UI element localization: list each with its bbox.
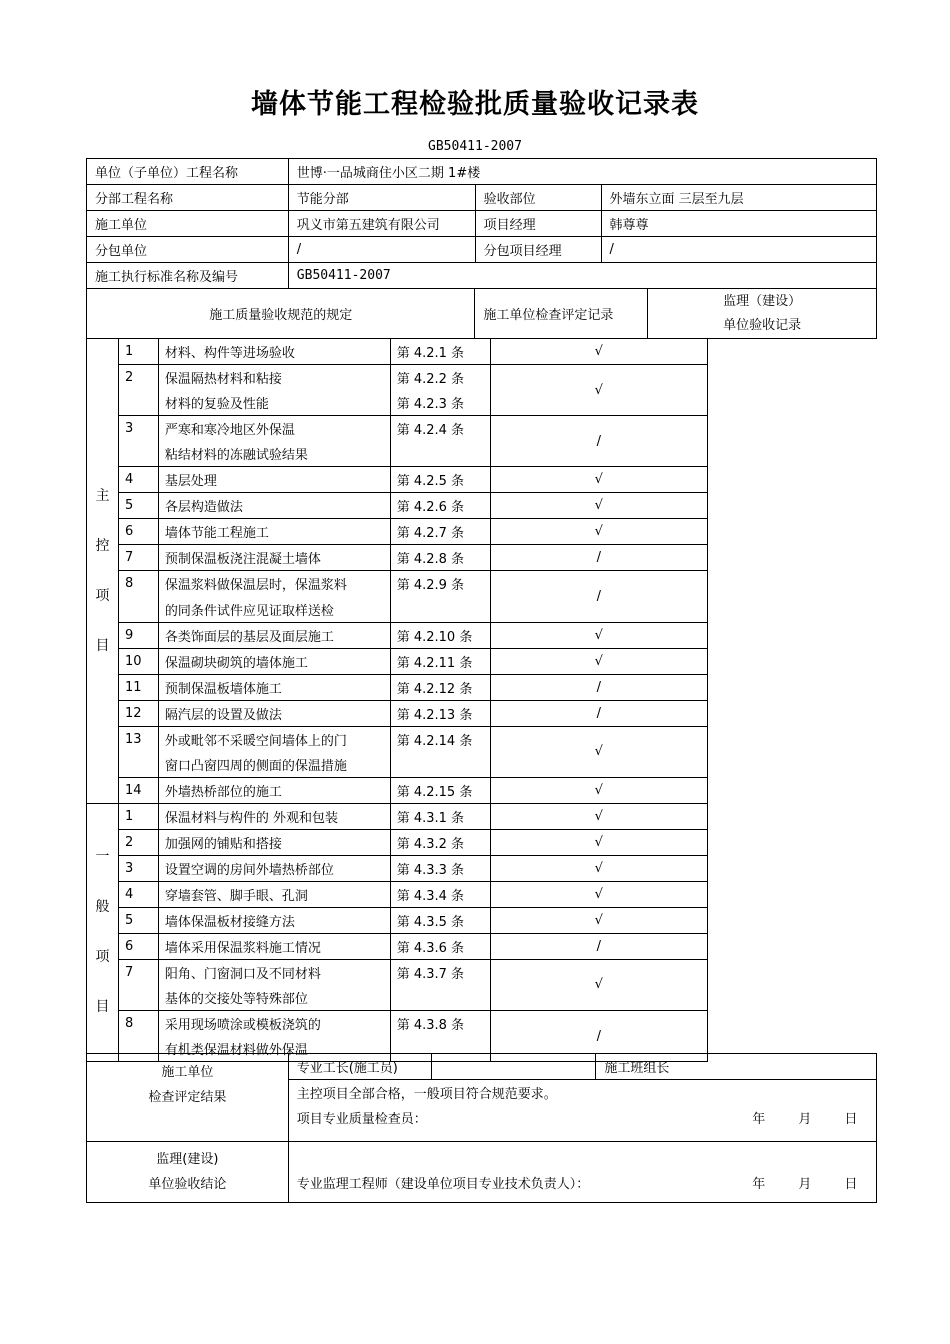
check-result: / (490, 674, 707, 700)
month-label: 月 (798, 1111, 812, 1127)
general-section-label (87, 803, 119, 1061)
table-row (87, 803, 708, 829)
table-row (87, 777, 708, 803)
item-number: 4 (118, 467, 158, 493)
table-row (87, 1142, 877, 1203)
item-number: 5 (118, 493, 158, 519)
item-number: 4 (118, 881, 158, 907)
team-leader-label: 施工班组长 (596, 1054, 877, 1080)
unit-label: 单位（子单位）工程名称 (87, 159, 289, 185)
clause-reference (390, 985, 490, 1011)
clause-reference (390, 752, 490, 778)
item-description: 隔汽层的设置及做法 (158, 700, 390, 726)
item-description: 有机类保温材料做外保温 (158, 1036, 390, 1062)
clause-reference: 第 4.3.1 条 (390, 803, 490, 829)
clause-reference (390, 596, 490, 622)
section-char: 项 (95, 949, 110, 966)
item-description: 外墙热桥部位的施工 (158, 777, 390, 803)
clause-reference: 第 4.3.6 条 (390, 933, 490, 959)
clause-reference: 第 4.3.7 条 (390, 959, 490, 985)
item-number: 8 (118, 571, 158, 622)
sub-pm-label: 分包项目经理 (475, 237, 601, 263)
check-result: √ (490, 855, 707, 881)
table-row (87, 700, 708, 726)
item-description: 材料、构件等进场验收 (158, 339, 390, 365)
contractor-result-line1: 施工单位 (161, 1065, 214, 1080)
check-result: √ (490, 881, 707, 907)
table-row (87, 263, 877, 289)
table-row (87, 545, 708, 571)
contractor-result-cell (87, 1054, 289, 1142)
conclusion-text: 主控项目全部合格，一般项目符合规范要求。 (288, 1080, 876, 1106)
clause-reference: 第 4.2.4 条 (390, 416, 490, 442)
table-row (87, 855, 708, 881)
check-result: √ (490, 519, 707, 545)
item-number: 14 (118, 777, 158, 803)
table-row (87, 726, 708, 752)
standard-code: GB50411-2007 (428, 139, 522, 154)
day-label: 日 (844, 1177, 858, 1192)
item-number: 3 (118, 416, 158, 467)
section-char: 项 (95, 587, 110, 604)
section-char: 目 (95, 999, 110, 1016)
check-result: √ (490, 339, 707, 365)
table-row (87, 881, 708, 907)
table-row (87, 1010, 708, 1036)
table-row (87, 907, 708, 933)
table-row (87, 211, 877, 237)
inspector-date (738, 1108, 872, 1127)
check-result: √ (490, 959, 707, 1010)
item-description: 穿墙套管、脚手眼、孔洞 (158, 881, 390, 907)
item-number: 7 (118, 959, 158, 1010)
table-row (87, 416, 708, 442)
clause-reference: 第 4.3.4 条 (390, 881, 490, 907)
column-header-table (86, 288, 877, 339)
month-label: 月 (798, 1177, 812, 1192)
supervision-header-line2: 单位验收记录 (723, 317, 802, 333)
foreman-label: 专业工长(施工员) (288, 1054, 431, 1080)
clause-reference: 第 4.2.7 条 (390, 519, 490, 545)
table-row (87, 339, 708, 365)
pm-value: 韩尊尊 (601, 211, 877, 237)
item-description: 保温材料与构件的 外观和包装 (158, 803, 390, 829)
clause-reference: 第 4.2.8 条 (390, 545, 490, 571)
supervision-conclusion-line2: 单位验收结论 (148, 1177, 227, 1192)
check-result: / (490, 416, 707, 467)
sub-value: / (288, 237, 475, 263)
exec-std-label: 施工执行标准名称及编号 (87, 263, 289, 289)
exec-std-value: GB50411-2007 (288, 263, 876, 289)
supervisor-cell (288, 1142, 876, 1203)
item-description: 设置空调的房间外墙热桥部位 (158, 855, 390, 881)
item-description: 粘结材料的冻融试验结果 (158, 441, 390, 467)
year-label: 年 (752, 1177, 766, 1192)
item-number: 6 (118, 519, 158, 545)
clause-reference: 第 4.2.5 条 (390, 467, 490, 493)
clause-reference: 第 4.2.10 条 (390, 622, 490, 648)
clause-reference: 第 4.2.11 条 (390, 648, 490, 674)
item-description: 各层构造做法 (158, 493, 390, 519)
check-result: √ (490, 467, 707, 493)
table-row (87, 1054, 877, 1080)
check-result: √ (490, 803, 707, 829)
unit-value: 世博·一品城商住小区二期 1#楼 (288, 159, 876, 185)
section-char: 控 (95, 537, 110, 554)
item-description: 各类饰面层的基层及面层施工 (158, 622, 390, 648)
contractor-value: 巩义市第五建筑有限公司 (288, 211, 475, 237)
item-description: 预制保温板浇注混凝土墙体 (158, 545, 390, 571)
acceptance-part-value: 外墙东立面 三层至九层 (601, 185, 877, 211)
section-char: 一 (95, 849, 110, 866)
main-control-section-label (87, 339, 119, 804)
check-result: / (490, 1010, 707, 1061)
item-number: 2 (118, 365, 158, 416)
section-char: 目 (95, 637, 110, 654)
check-result: / (490, 545, 707, 571)
item-description: 保温隔热材料和粘接 (158, 365, 390, 391)
table-row (87, 289, 877, 339)
section-char: 般 (95, 899, 110, 916)
item-number: 6 (118, 933, 158, 959)
sub-label: 分包单位 (87, 237, 289, 263)
item-description: 保温浆料做保温层时，保温浆料 (158, 571, 390, 597)
item-description: 严寒和寒冷地区外保温 (158, 416, 390, 442)
check-result: √ (490, 648, 707, 674)
section-char: 主 (95, 487, 110, 504)
item-number: 1 (118, 803, 158, 829)
item-number: 8 (118, 1010, 158, 1061)
item-description: 墙体采用保温浆料施工情况 (158, 933, 390, 959)
item-description: 基体的交接处等特殊部位 (158, 985, 390, 1011)
item-description: 的同条件试件应见证取样送检 (158, 596, 390, 622)
check-result: √ (490, 777, 707, 803)
foreman-value (431, 1054, 596, 1080)
check-result: √ (490, 622, 707, 648)
contractor-result-line2: 检查评定结果 (148, 1090, 227, 1105)
table-row (87, 185, 877, 211)
check-result: √ (490, 829, 707, 855)
check-result: / (490, 933, 707, 959)
table-row (87, 933, 708, 959)
table-row (87, 519, 708, 545)
table-row (87, 959, 708, 985)
item-number: 13 (118, 726, 158, 777)
inspector-label: 项目专业质量检查员： (296, 1111, 427, 1127)
item-number: 11 (118, 674, 158, 700)
clause-reference: 第 4.3.3 条 (390, 855, 490, 881)
check-result: √ (490, 907, 707, 933)
division-value: 节能分部 (288, 185, 475, 211)
table-row (87, 493, 708, 519)
spec-column-header: 施工质量验收规范的规定 (87, 289, 475, 339)
table-row (87, 648, 708, 674)
pm-label: 项目经理 (475, 211, 601, 237)
table-row (87, 829, 708, 855)
check-result: / (490, 700, 707, 726)
division-label: 分部工程名称 (87, 185, 289, 211)
clause-reference: 第 4.3.8 条 (390, 1010, 490, 1036)
table-row (87, 674, 708, 700)
item-number: 1 (118, 339, 158, 365)
item-number: 9 (118, 622, 158, 648)
check-result: √ (490, 365, 707, 416)
document-title: 墙体节能工程检验批质量验收记录表 (251, 89, 699, 120)
supervision-conclusion-line1: 监理(建设) (156, 1152, 219, 1167)
clause-reference: 第 4.2.1 条 (390, 339, 490, 365)
item-description: 材料的复验及性能 (158, 390, 390, 416)
supervision-column-header (648, 289, 877, 339)
item-description: 墙体保温板材接缝方法 (158, 907, 390, 933)
item-description: 阳角、门窗洞口及不同材料 (158, 959, 390, 985)
item-number: 2 (118, 829, 158, 855)
supervision-header-line1: 监理（建设） (723, 293, 802, 309)
clause-reference: 第 4.2.6 条 (390, 493, 490, 519)
table-row (87, 159, 877, 185)
item-description: 窗口凸窗四周的侧面的保温措施 (158, 752, 390, 778)
item-description: 墙体节能工程施工 (158, 519, 390, 545)
item-description: 预制保温板墙体施工 (158, 674, 390, 700)
clause-reference: 第 4.2.13 条 (390, 700, 490, 726)
clause-reference: 第 4.2.3 条 (390, 390, 490, 416)
signoff-table (86, 1053, 877, 1203)
clause-reference: 第 4.3.2 条 (390, 829, 490, 855)
supervision-conclusion-cell (87, 1142, 289, 1203)
acceptance-part-label: 验收部位 (475, 185, 601, 211)
item-description: 外或毗邻不采暖空间墙体上的门 (158, 726, 390, 752)
sub-pm-value: / (601, 237, 877, 263)
item-number: 7 (118, 545, 158, 571)
inspector-cell (288, 1106, 876, 1142)
table-row (87, 622, 708, 648)
supervisor-label: 专业监理工程师（建设单位项目专业技术负责人）： (296, 1177, 590, 1192)
year-label: 年 (752, 1111, 766, 1127)
items-table (86, 338, 708, 1062)
item-description: 加强网的铺贴和搭接 (158, 829, 390, 855)
items-body (87, 339, 708, 1062)
check-result: √ (490, 493, 707, 519)
check-result: / (490, 571, 707, 622)
table-row (87, 365, 708, 391)
table-row (87, 571, 708, 597)
clause-reference: 第 4.2.2 条 (390, 365, 490, 391)
clause-reference: 第 4.3.5 条 (390, 907, 490, 933)
clause-reference: 第 4.2.15 条 (390, 777, 490, 803)
table-row (87, 467, 708, 493)
item-number: 5 (118, 907, 158, 933)
item-description: 保温砌块砌筑的墙体施工 (158, 648, 390, 674)
clause-reference: 第 4.2.12 条 (390, 674, 490, 700)
item-description: 基层处理 (158, 467, 390, 493)
project-info-table (86, 158, 877, 289)
clause-reference: 第 4.2.9 条 (390, 571, 490, 597)
clause-reference: 第 4.2.14 条 (390, 726, 490, 752)
item-description: 采用现场喷涂或模板浇筑的 (158, 1010, 390, 1036)
item-number: 10 (118, 648, 158, 674)
item-number: 12 (118, 700, 158, 726)
supervisor-date (738, 1173, 872, 1192)
clause-reference (390, 441, 490, 467)
item-number: 3 (118, 855, 158, 881)
day-label: 日 (844, 1111, 858, 1127)
table-row (87, 237, 877, 263)
check-result: √ (490, 726, 707, 777)
contractor-label: 施工单位 (87, 211, 289, 237)
check-column-header: 施工单位检查评定记录 (475, 289, 648, 339)
